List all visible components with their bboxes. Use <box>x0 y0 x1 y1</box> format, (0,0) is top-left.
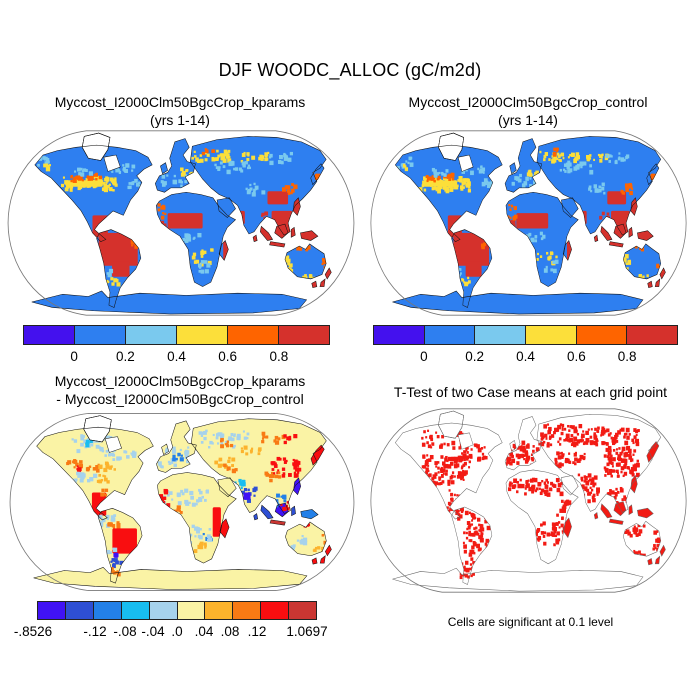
map-control <box>369 121 688 325</box>
colorbar-tick-label: 0.6 <box>566 349 586 364</box>
colorbar-labels <box>373 349 678 367</box>
colorbar-segments <box>37 601 317 620</box>
colorbar-segment <box>65 602 93 619</box>
colorbar-segment <box>149 602 177 619</box>
colorbar-segment <box>278 326 329 344</box>
colorbar-tick-label: -.12 <box>83 624 107 639</box>
panel-kparams-title-line1: Myccost_I2000Clm50BgcCrop_kparams <box>54 94 306 110</box>
colorbar-segment <box>121 602 149 619</box>
colorbar-tick-label: 1.0697 <box>286 624 328 639</box>
ttest-caption: Cells are significant at 0.1 level <box>447 615 614 629</box>
colorbar-tick-label: 0.4 <box>516 349 535 364</box>
figure-title: DJF WOODC_ALLOC (gC/m2d) <box>218 60 482 80</box>
colorbar-segment <box>93 602 121 619</box>
colorbar-segment <box>204 602 232 619</box>
colorbar-segments <box>23 325 330 345</box>
colorbar-tick-label: 0.8 <box>617 349 637 364</box>
colorbar-segment <box>424 326 475 344</box>
colorbar-tick-label: .08 <box>220 624 240 639</box>
panel-control-subtitle: (yrs 1-14) <box>498 112 558 128</box>
panel-kparams-subtitle: (yrs 1-14) <box>150 112 210 128</box>
panel-diff-title-line1: Myccost_I2000Clm50BgcCrop_kparams <box>54 373 306 389</box>
colorbar-tick-label: -.08 <box>113 624 137 639</box>
colorbar-tick-label: 0.2 <box>465 349 485 364</box>
colorbar-segment <box>24 326 74 344</box>
panel-diff-title-line2: - Myccost_I2000Clm50BgcCrop_control <box>56 391 304 407</box>
panel-diff-title <box>10 372 350 408</box>
colorbar-tick-label: 0.2 <box>115 349 135 364</box>
map-kparams <box>6 121 356 325</box>
colorbar-segment <box>626 326 677 344</box>
colorbar-segment <box>474 326 525 344</box>
colorbar-tick-label: 0 <box>420 349 428 364</box>
panel-control-title-line1: Myccost_I2000Clm50BgcCrop_control <box>408 94 648 110</box>
panel-ttest-title-line1: T-Test of two Case means at each grid point <box>393 384 668 400</box>
colorbar-segment <box>227 326 278 344</box>
colorbar-tick-label: 0.8 <box>269 349 289 364</box>
colorbar-labels <box>23 349 330 367</box>
colorbar-tick-label: -.04 <box>141 624 165 639</box>
colorbar-diff <box>13 601 328 641</box>
colorbar-tick-label: 0 <box>70 349 78 364</box>
colorbar-segment <box>125 326 176 344</box>
colorbar-segments <box>373 325 678 345</box>
map-diff <box>8 404 356 600</box>
colorbar-segment <box>232 602 260 619</box>
colorbar-segment <box>176 326 227 344</box>
colorbar-labels <box>13 624 328 642</box>
colorbar-tick-label: .04 <box>194 624 214 639</box>
colorbar-tick-label: 0.4 <box>167 349 186 364</box>
colorbar-segment <box>38 602 65 619</box>
colorbar-kparams <box>23 325 330 365</box>
colorbar-segment <box>374 326 424 344</box>
colorbar-segment <box>288 602 316 619</box>
colorbar-segment <box>260 602 288 619</box>
map-ttest <box>369 399 688 602</box>
colorbar-segment <box>525 326 576 344</box>
colorbar-tick-label: .0 <box>171 624 183 639</box>
colorbar-tick-label: 0.6 <box>218 349 238 364</box>
colorbar-control <box>373 325 678 365</box>
colorbar-tick-label: -.8526 <box>13 624 53 639</box>
colorbar-segment <box>74 326 125 344</box>
colorbar-segment <box>576 326 627 344</box>
colorbar-segment <box>177 602 205 619</box>
colorbar-tick-label: .12 <box>247 624 267 639</box>
